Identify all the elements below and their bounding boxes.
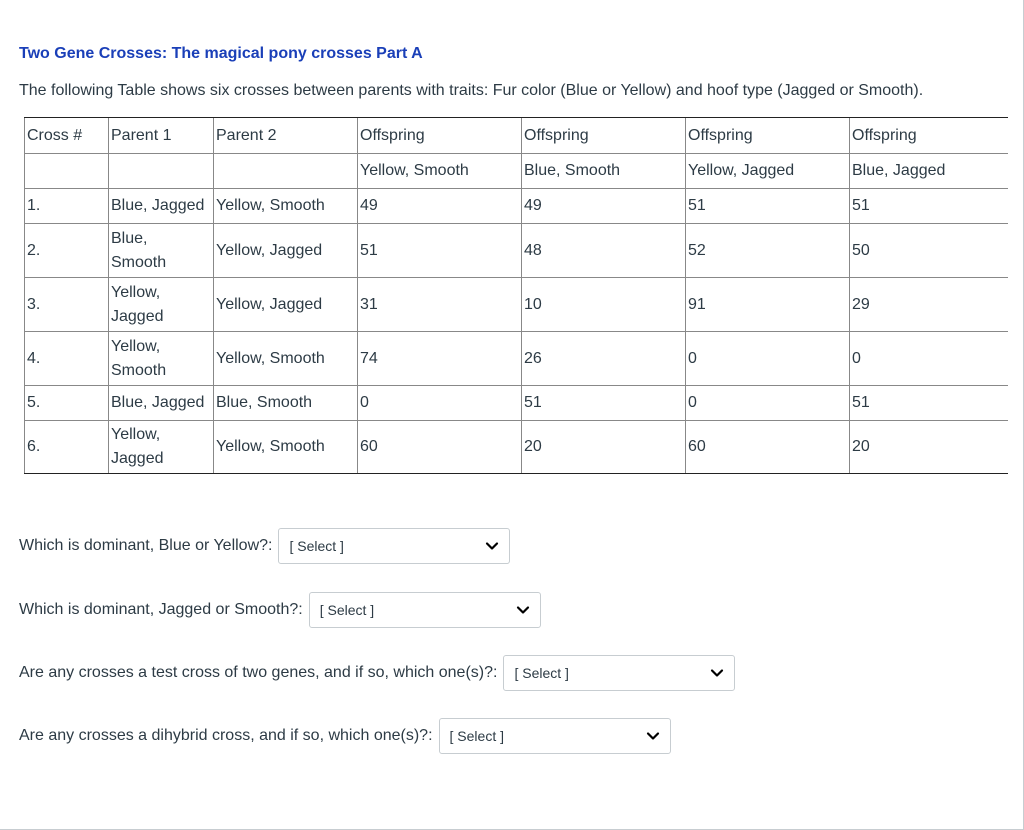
question-dihybrid-cross — [19, 718, 671, 754]
offspring-yellow-jagged: 51 — [686, 189, 850, 224]
offspring-yellow-jagged: 0 — [686, 332, 850, 386]
select-value: [ Select ] — [289, 538, 344, 554]
subheader-cell: Blue, Smooth — [522, 154, 686, 189]
cross-number: 3. — [25, 278, 109, 332]
crosses-table — [24, 117, 1008, 474]
offspring-blue-jagged: 0 — [850, 332, 1009, 386]
offspring-yellow-smooth: 0 — [358, 386, 522, 421]
offspring-blue-jagged: 20 — [850, 421, 1009, 474]
parent1-line1: Blue, Jagged — [111, 394, 205, 411]
subheader-cell: Yellow, Smooth — [358, 154, 522, 189]
subheader-cell — [214, 154, 358, 189]
offspring-blue-smooth: 26 — [522, 332, 686, 386]
table-header-row — [25, 118, 1009, 154]
intro-text: The following Table shows six crosses between parents with traits: Fur color (Blue or Yellow) and hoof type (Jagged or Smooth). — [19, 82, 924, 99]
parent1-line2: Jagged — [111, 450, 164, 467]
header-cell: Cross # — [25, 118, 109, 154]
table-subheader-row — [25, 154, 1009, 189]
cross-number: 2. — [25, 224, 109, 278]
question-jagged-smooth — [19, 592, 541, 628]
chevron-down-icon — [646, 729, 660, 743]
question-label: Which is dominant, Blue or Yellow?: — [19, 537, 273, 554]
parent1-cell — [109, 386, 214, 421]
parent2-cell: Yellow, Jagged — [214, 278, 358, 332]
parent1-cell — [109, 421, 214, 474]
offspring-blue-jagged: 29 — [850, 278, 1009, 332]
header-cell: Offspring — [686, 118, 850, 154]
table-row — [25, 278, 1009, 332]
dominance-hoof-select[interactable] — [309, 592, 541, 628]
parent1-cell — [109, 224, 214, 278]
subheader-cell — [109, 154, 214, 189]
offspring-yellow-smooth: 74 — [358, 332, 522, 386]
parent2-cell: Yellow, Smooth — [214, 421, 358, 474]
dihybrid-cross-select[interactable] — [439, 718, 671, 754]
offspring-yellow-jagged: 52 — [686, 224, 850, 278]
table-row — [25, 421, 1009, 474]
question-blue-yellow — [19, 528, 510, 564]
parent1-line1: Yellow, — [111, 337, 161, 355]
select-value: [ Select ] — [449, 728, 504, 744]
parent1-cell — [109, 278, 214, 332]
offspring-blue-smooth: 10 — [522, 278, 686, 332]
offspring-blue-jagged: 51 — [850, 189, 1009, 224]
offspring-blue-jagged: 51 — [850, 386, 1009, 421]
cross-number: 4. — [25, 332, 109, 386]
offspring-blue-smooth: 20 — [522, 421, 686, 474]
dominance-color-select[interactable] — [278, 528, 510, 564]
question-label: Are any crosses a dihybrid cross, and if so, which one(s)?: — [19, 727, 433, 744]
parent1-line1: Yellow, — [111, 426, 161, 443]
offspring-yellow-smooth: 51 — [358, 224, 522, 278]
header-cell: Offspring — [358, 118, 522, 154]
offspring-yellow-jagged: 91 — [686, 278, 850, 332]
table-row — [25, 189, 1009, 224]
cross-number: 5. — [25, 386, 109, 421]
table-row — [25, 386, 1009, 421]
chevron-down-icon — [485, 539, 499, 553]
subheader-cell — [25, 154, 109, 189]
header-cell: Offspring — [850, 118, 1009, 154]
subheader-cell: Yellow, Jagged — [686, 154, 850, 189]
parent1-line2: Jagged — [111, 307, 164, 325]
offspring-yellow-smooth: 60 — [358, 421, 522, 474]
test-cross-select[interactable] — [503, 655, 735, 691]
parent2-cell: Blue, Smooth — [214, 386, 358, 421]
offspring-blue-smooth: 51 — [522, 386, 686, 421]
page-title: Two Gene Crosses: The magical pony crosses Part A — [19, 45, 423, 62]
cross-number: 6. — [25, 421, 109, 474]
question-label: Which is dominant, Jagged or Smooth?: — [19, 601, 303, 618]
offspring-blue-smooth: 48 — [522, 224, 686, 278]
parent1-line1: Blue, — [111, 229, 148, 247]
parent2-cell: Yellow, Smooth — [214, 332, 358, 386]
question-label: Are any crosses a test cross of two genes, and if so, which one(s)?: — [19, 664, 498, 681]
parent1-line2: Smooth — [111, 253, 167, 271]
offspring-yellow-smooth: 49 — [358, 189, 522, 224]
question-test-cross — [19, 655, 735, 691]
subheader-cell: Blue, Jagged — [850, 154, 1009, 189]
parent1-line1: Blue, Jagged — [111, 197, 205, 214]
parent1-line2: Smooth — [111, 361, 167, 379]
parent1-cell — [109, 332, 214, 386]
select-value: [ Select ] — [319, 602, 375, 618]
offspring-yellow-jagged: 0 — [686, 386, 850, 421]
select-value: [ Select ] — [514, 665, 569, 681]
offspring-blue-smooth: 49 — [522, 189, 686, 224]
parent2-cell: Yellow, Smooth — [214, 189, 358, 224]
chevron-down-icon — [516, 603, 530, 617]
header-cell: Parent 1 — [109, 118, 214, 154]
cross-number: 1. — [25, 189, 109, 224]
offspring-yellow-jagged: 60 — [686, 421, 850, 474]
table-row — [25, 332, 1009, 386]
header-cell: Offspring — [522, 118, 686, 154]
chevron-down-icon — [710, 666, 724, 680]
parent1-cell — [109, 189, 214, 224]
parent1-line1: Yellow, — [111, 283, 161, 301]
header-cell: Parent 2 — [214, 118, 358, 154]
offspring-yellow-smooth: 31 — [358, 278, 522, 332]
offspring-blue-jagged: 50 — [850, 224, 1009, 278]
table-row — [25, 224, 1009, 278]
parent2-cell: Yellow, Jagged — [214, 224, 358, 278]
